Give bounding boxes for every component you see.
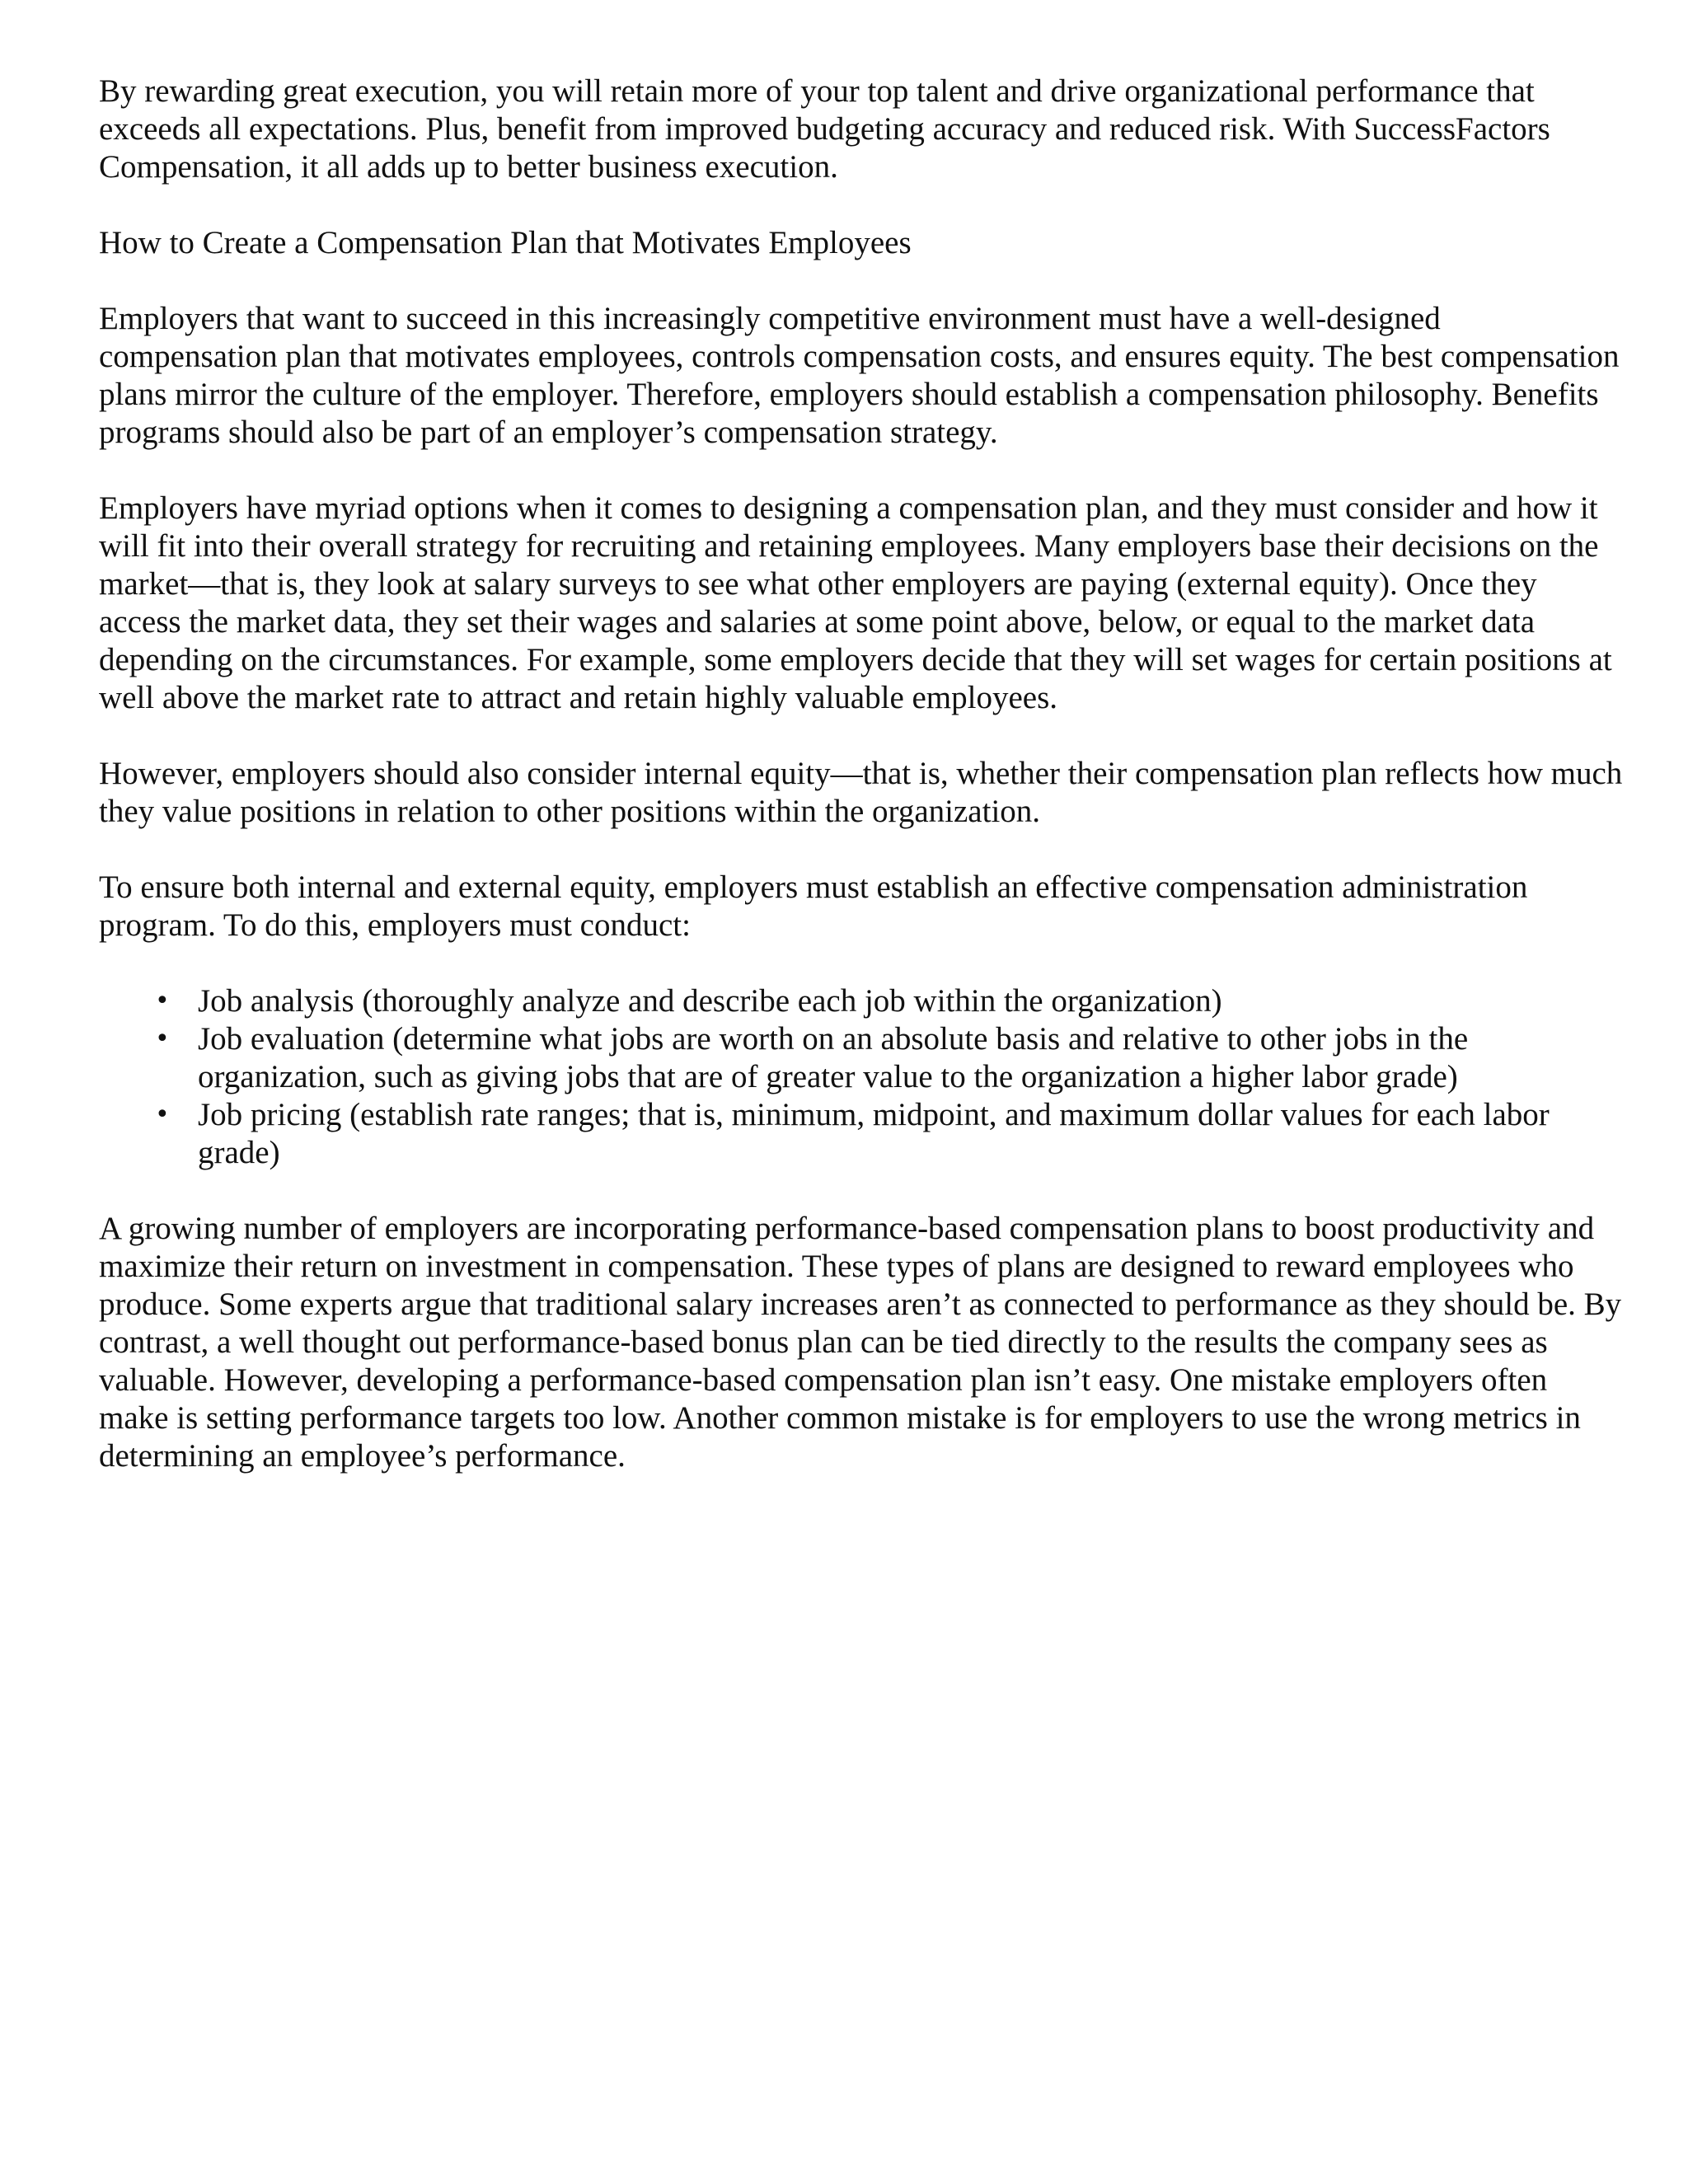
- paragraph-market-options: Employers have myriad options when it comes to designing a compensation plan, and they must consider and how it will fit into their overall strategy for recruiting and retaining employees. Many employers base their decisions on the market—that is, they look at salary surveys to see what other employers are paying (external equity). Once they access the market data, they set their wages and salaries at some point above, below, or equal to the market data depending on the circumstances. For example, some employers decide that they will set wages for certain positions at well above the market rate to attract and retain highly valuable employees.: [99, 490, 1612, 715]
- bullet-icon: •: [155, 987, 170, 1015]
- bullet-icon: •: [155, 1024, 170, 1053]
- paragraph-administration-program: To ensure both internal and external equity, employers must establish an effective compensation administration program. To do this, employers must conduct:: [99, 869, 1528, 943]
- bullet-item-job-evaluation: [99, 1020, 1624, 1096]
- paragraph-performance-based: A growing number of employers are incorporating performance-based compensation plans to boost productivity and maximize their return on investment in compensation. These types of plans are designed to reward employees who produce. Some experts argue that traditional salary increases aren’t as connected to performance as they should be. By contrast, a well thought out performance-based bonus plan can be tied directly to the results the company sees as valuable. However, developing a performance-based compensation plan isn’t easy. One mistake employers often make is setting performance targets too low. Another common mistake is for employers to use the wrong metrics in determining an employee’s performance.: [99, 1211, 1622, 1474]
- bullet-list: [99, 982, 1624, 1172]
- paragraph-compensation-plan: Employers that want to succeed in this increasingly competitive environment must have a well-designed compensation plan that motivates employees, controls compensation costs, and ensures equity. The best compensation plans mirror the culture of the employer. Therefore, employers should establish a compensation philosophy. Benefits programs should also be part of an employer’s compensation strategy.: [99, 301, 1620, 450]
- bullet-item-job-analysis: [99, 982, 1624, 1020]
- section-heading: How to Create a Compensation Plan that Motivates Employees: [99, 225, 912, 260]
- bullet-item-job-pricing: [99, 1096, 1624, 1172]
- bullet-text: Job analysis (thoroughly analyze and describe each job within the organization): [198, 983, 1222, 1019]
- document-body: [99, 73, 1624, 1513]
- bullet-icon: •: [155, 1100, 170, 1129]
- paragraph-internal-equity: However, employers should also consider internal equity—that is, whether their compensation plan reflects how much they value positions in relation to other positions within the organization.: [99, 756, 1623, 829]
- bullet-text: Job pricing (establish rate ranges; that is, minimum, midpoint, and maximum dollar values for each labor grade): [198, 1097, 1550, 1170]
- bullet-text: Job evaluation (determine what jobs are worth on an absolute basis and relative to other jobs in the organization, such as giving jobs that are of greater value to the organization a higher labor grade): [198, 1021, 1469, 1094]
- intro-paragraph: By rewarding great execution, you will retain more of your top talent and drive organizational performance that exceeds all expectations. Plus, benefit from improved budgeting accuracy and reduced risk. With SuccessFactors Compensation, it all adds up to better business execution.: [99, 73, 1550, 185]
